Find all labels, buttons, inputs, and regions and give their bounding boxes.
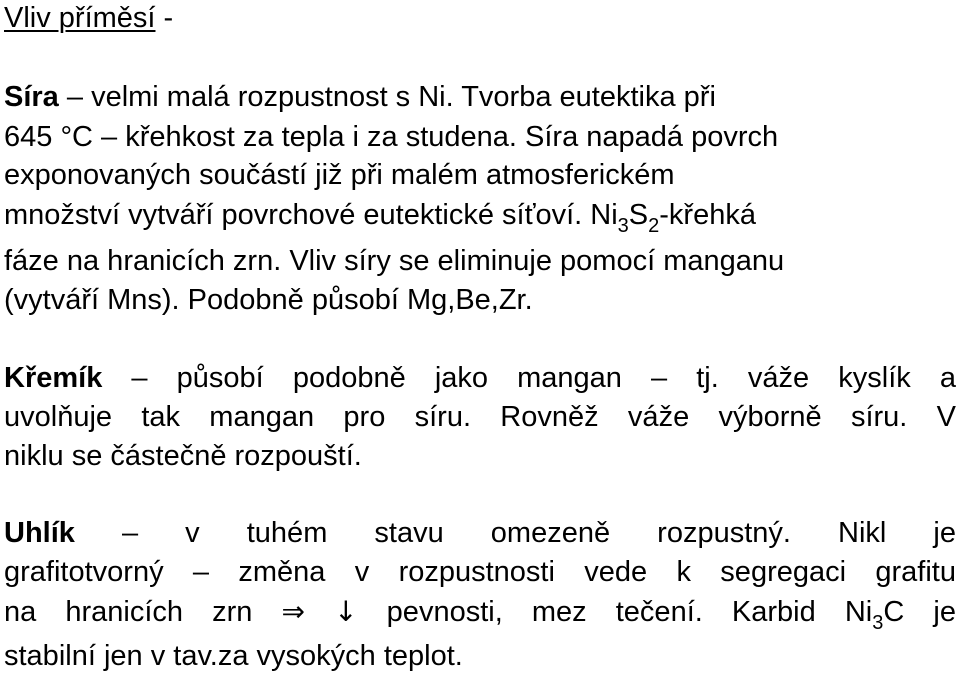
silicon-line-1 <box>4 358 956 398</box>
carbon-text-1: – v tuhém stavu omezeně rozpustný. Nikl je <box>74 517 956 549</box>
carbon-text-3c: C je <box>883 596 956 628</box>
sulfur-line-1 <box>4 77 716 117</box>
sulfur-line-2: 645 °C – křehkost za tepla i za studena. Síra napadá povrch <box>4 121 779 153</box>
silicon-text-1: – působí podobně jako mangan – tj. váže kyslík a <box>102 362 956 394</box>
title-suffix: - <box>155 2 174 34</box>
sulfur-line-6: (vytváří Mns). Podobně působí Mg,Be,Zr. <box>4 284 533 316</box>
carbon-term: Uhlík <box>4 517 75 549</box>
sulfur-line-3: exponovaných součástí již při malém atmosferickém <box>4 159 675 191</box>
slide-title <box>4 0 173 36</box>
sulfur-text-4c: -křehká <box>659 199 756 231</box>
arrow-right-icon: ⇒ <box>281 595 305 628</box>
sulfur-text-4b: S <box>628 199 649 231</box>
title-link[interactable]: Vliv příměsí <box>4 2 156 34</box>
sulfur-text-4a: množství vytváří povrchové eutektické síťoví. Ni <box>4 199 618 231</box>
silicon-term: Křemík <box>4 362 103 394</box>
subscript-2: 2 <box>648 215 660 237</box>
sulfur-line-5: fáze na hranicích zrn. Vliv síry se eliminuje pomocí manganu <box>4 245 785 277</box>
carbon-line-2: grafitotvorný – změna v rozpustnosti vede k segregaci grafitu <box>4 556 956 588</box>
silicon-line-3: niklu se částečně rozpouští. <box>4 440 362 472</box>
carbon-text-3a: na hranicích zrn <box>4 596 282 628</box>
sulfur-line-4 <box>4 195 756 235</box>
carbon-line-1 <box>4 513 956 553</box>
arrow-down-icon: ↓ <box>334 595 358 628</box>
silicon-line-2: uvolňuje tak mangan pro síru. Rovněž váže výborně síru. V <box>4 401 956 433</box>
subscript-3-carbide: 3 <box>872 612 884 634</box>
carbon-text-3b: pevnosti, mez tečení. Karbid Ni <box>357 596 873 628</box>
sulfur-term: Síra <box>4 81 59 113</box>
sulfur-text-1: – velmi malá rozpustnost s Ni. Tvorba eutektika při <box>58 81 716 113</box>
carbon-line-4: stabilní jen v tav.za vysokých teplot. <box>4 640 463 672</box>
carbon-line-3 <box>4 592 956 632</box>
subscript-3: 3 <box>617 215 629 237</box>
